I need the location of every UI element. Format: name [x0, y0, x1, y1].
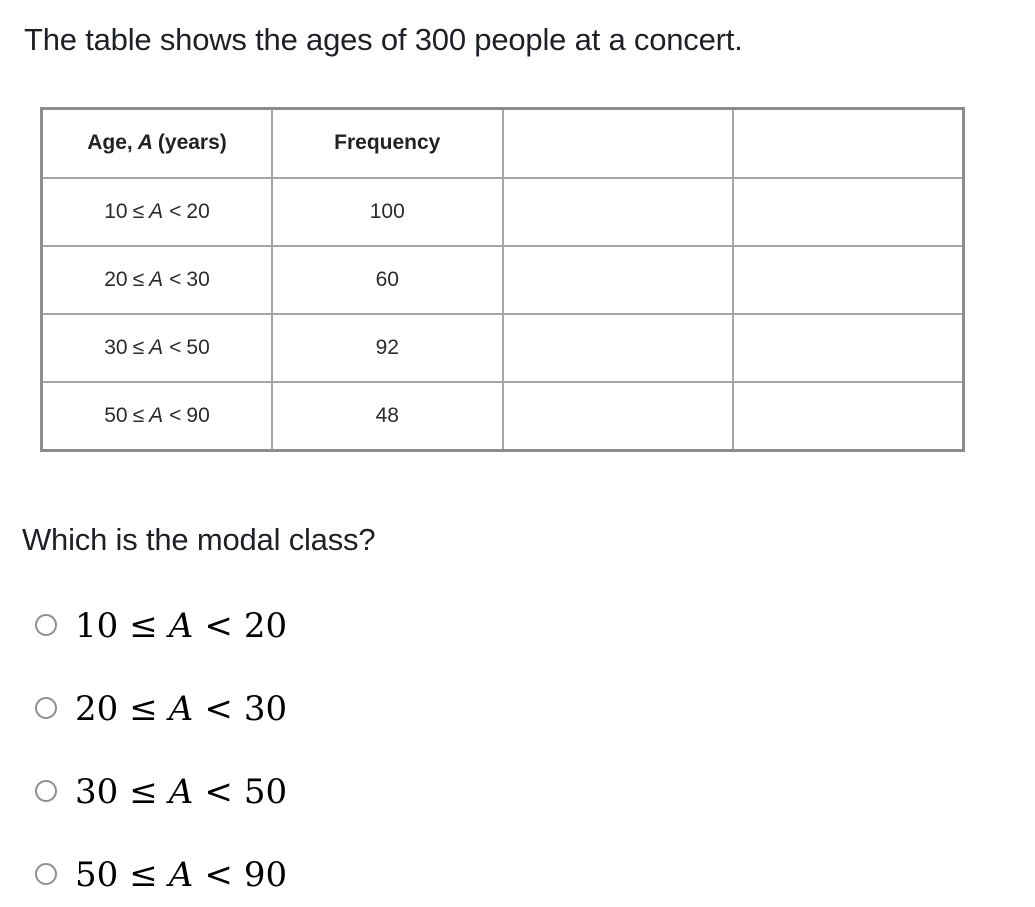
header-cell-empty-1	[503, 108, 734, 178]
leq-symbol: ≤	[132, 403, 145, 427]
radio-button[interactable]	[35, 780, 57, 802]
variable-a: A	[149, 268, 164, 292]
table-row	[42, 382, 964, 450]
option-upper: 90	[243, 855, 288, 896]
lt-symbol: <	[169, 200, 182, 224]
intro-text: The table shows the ages of 300 people at a concert.	[24, 22, 743, 57]
option-row-1[interactable]	[35, 603, 1035, 647]
leq-symbol: ≤	[132, 200, 145, 224]
leq-symbol: ≤	[132, 268, 145, 292]
class-lower: 20	[104, 268, 128, 292]
class-upper: 30	[186, 268, 210, 292]
radio-button[interactable]	[35, 697, 57, 719]
variable-a: A	[168, 855, 194, 896]
leq-symbol: ≤	[129, 855, 158, 896]
radio-button[interactable]	[35, 863, 57, 885]
variable-a: A	[168, 772, 194, 813]
table-row	[42, 178, 964, 246]
header-cell-empty-2	[733, 108, 964, 178]
class-upper: 20	[186, 200, 210, 224]
frequency-cell: 100	[272, 178, 503, 246]
empty-cell	[733, 314, 964, 382]
option-upper: 20	[243, 606, 288, 647]
leq-symbol: ≤	[129, 772, 158, 813]
frequency-cell: 92	[272, 314, 503, 382]
table-row	[42, 246, 964, 314]
empty-cell	[733, 382, 964, 450]
table-header-row	[42, 108, 964, 178]
frequency-table	[40, 107, 965, 452]
frequency-cell: 48	[272, 382, 503, 450]
class-lower: 50	[104, 403, 128, 427]
header-cell-frequency: Frequency	[272, 108, 503, 178]
age-class-cell	[42, 246, 273, 314]
option-lower: 30	[75, 772, 119, 813]
age-class-cell	[42, 178, 273, 246]
class-lower: 10	[104, 200, 128, 224]
header-age-prefix: Age,	[87, 131, 133, 155]
empty-cell	[733, 178, 964, 246]
quiz-page	[0, 22, 1035, 907]
option-lower: 50	[75, 855, 119, 896]
option-label	[75, 606, 288, 647]
option-label	[75, 855, 288, 896]
lt-symbol: <	[204, 855, 233, 896]
options-list	[35, 603, 1035, 896]
variable-a: A	[149, 200, 164, 224]
lt-symbol: <	[169, 268, 182, 292]
question-text: Which is the modal class?	[22, 521, 376, 557]
option-lower: 10	[75, 606, 119, 647]
option-upper: 50	[243, 772, 288, 813]
variable-a: A	[137, 131, 153, 155]
lt-symbol: <	[204, 772, 233, 813]
variable-a: A	[149, 403, 164, 427]
empty-cell	[503, 382, 734, 450]
table-row	[42, 314, 964, 382]
option-row-3[interactable]	[35, 769, 1035, 813]
option-row-4[interactable]	[35, 852, 1035, 896]
option-upper: 30	[243, 689, 288, 730]
lt-symbol: <	[204, 606, 233, 647]
option-lower: 20	[75, 689, 119, 730]
class-lower: 30	[104, 336, 128, 360]
option-label	[75, 689, 288, 730]
variable-a: A	[168, 606, 194, 647]
class-upper: 90	[186, 403, 210, 427]
class-upper: 50	[186, 336, 210, 360]
lt-symbol: <	[169, 403, 182, 427]
variable-a: A	[168, 689, 194, 730]
lt-symbol: <	[169, 336, 182, 360]
leq-symbol: ≤	[129, 689, 158, 730]
empty-cell	[503, 246, 734, 314]
leq-symbol: ≤	[129, 606, 158, 647]
radio-button[interactable]	[35, 614, 57, 636]
leq-symbol: ≤	[132, 336, 145, 360]
header-age-suffix: (years)	[157, 131, 227, 155]
empty-cell	[503, 314, 734, 382]
age-class-cell	[42, 382, 273, 450]
option-label	[75, 772, 288, 813]
empty-cell	[733, 246, 964, 314]
age-class-cell	[42, 314, 273, 382]
lt-symbol: <	[204, 689, 233, 730]
variable-a: A	[149, 336, 164, 360]
frequency-table-container	[40, 107, 1035, 452]
option-row-2[interactable]	[35, 686, 1035, 730]
empty-cell	[503, 178, 734, 246]
frequency-cell: 60	[272, 246, 503, 314]
header-cell-age	[42, 108, 273, 178]
